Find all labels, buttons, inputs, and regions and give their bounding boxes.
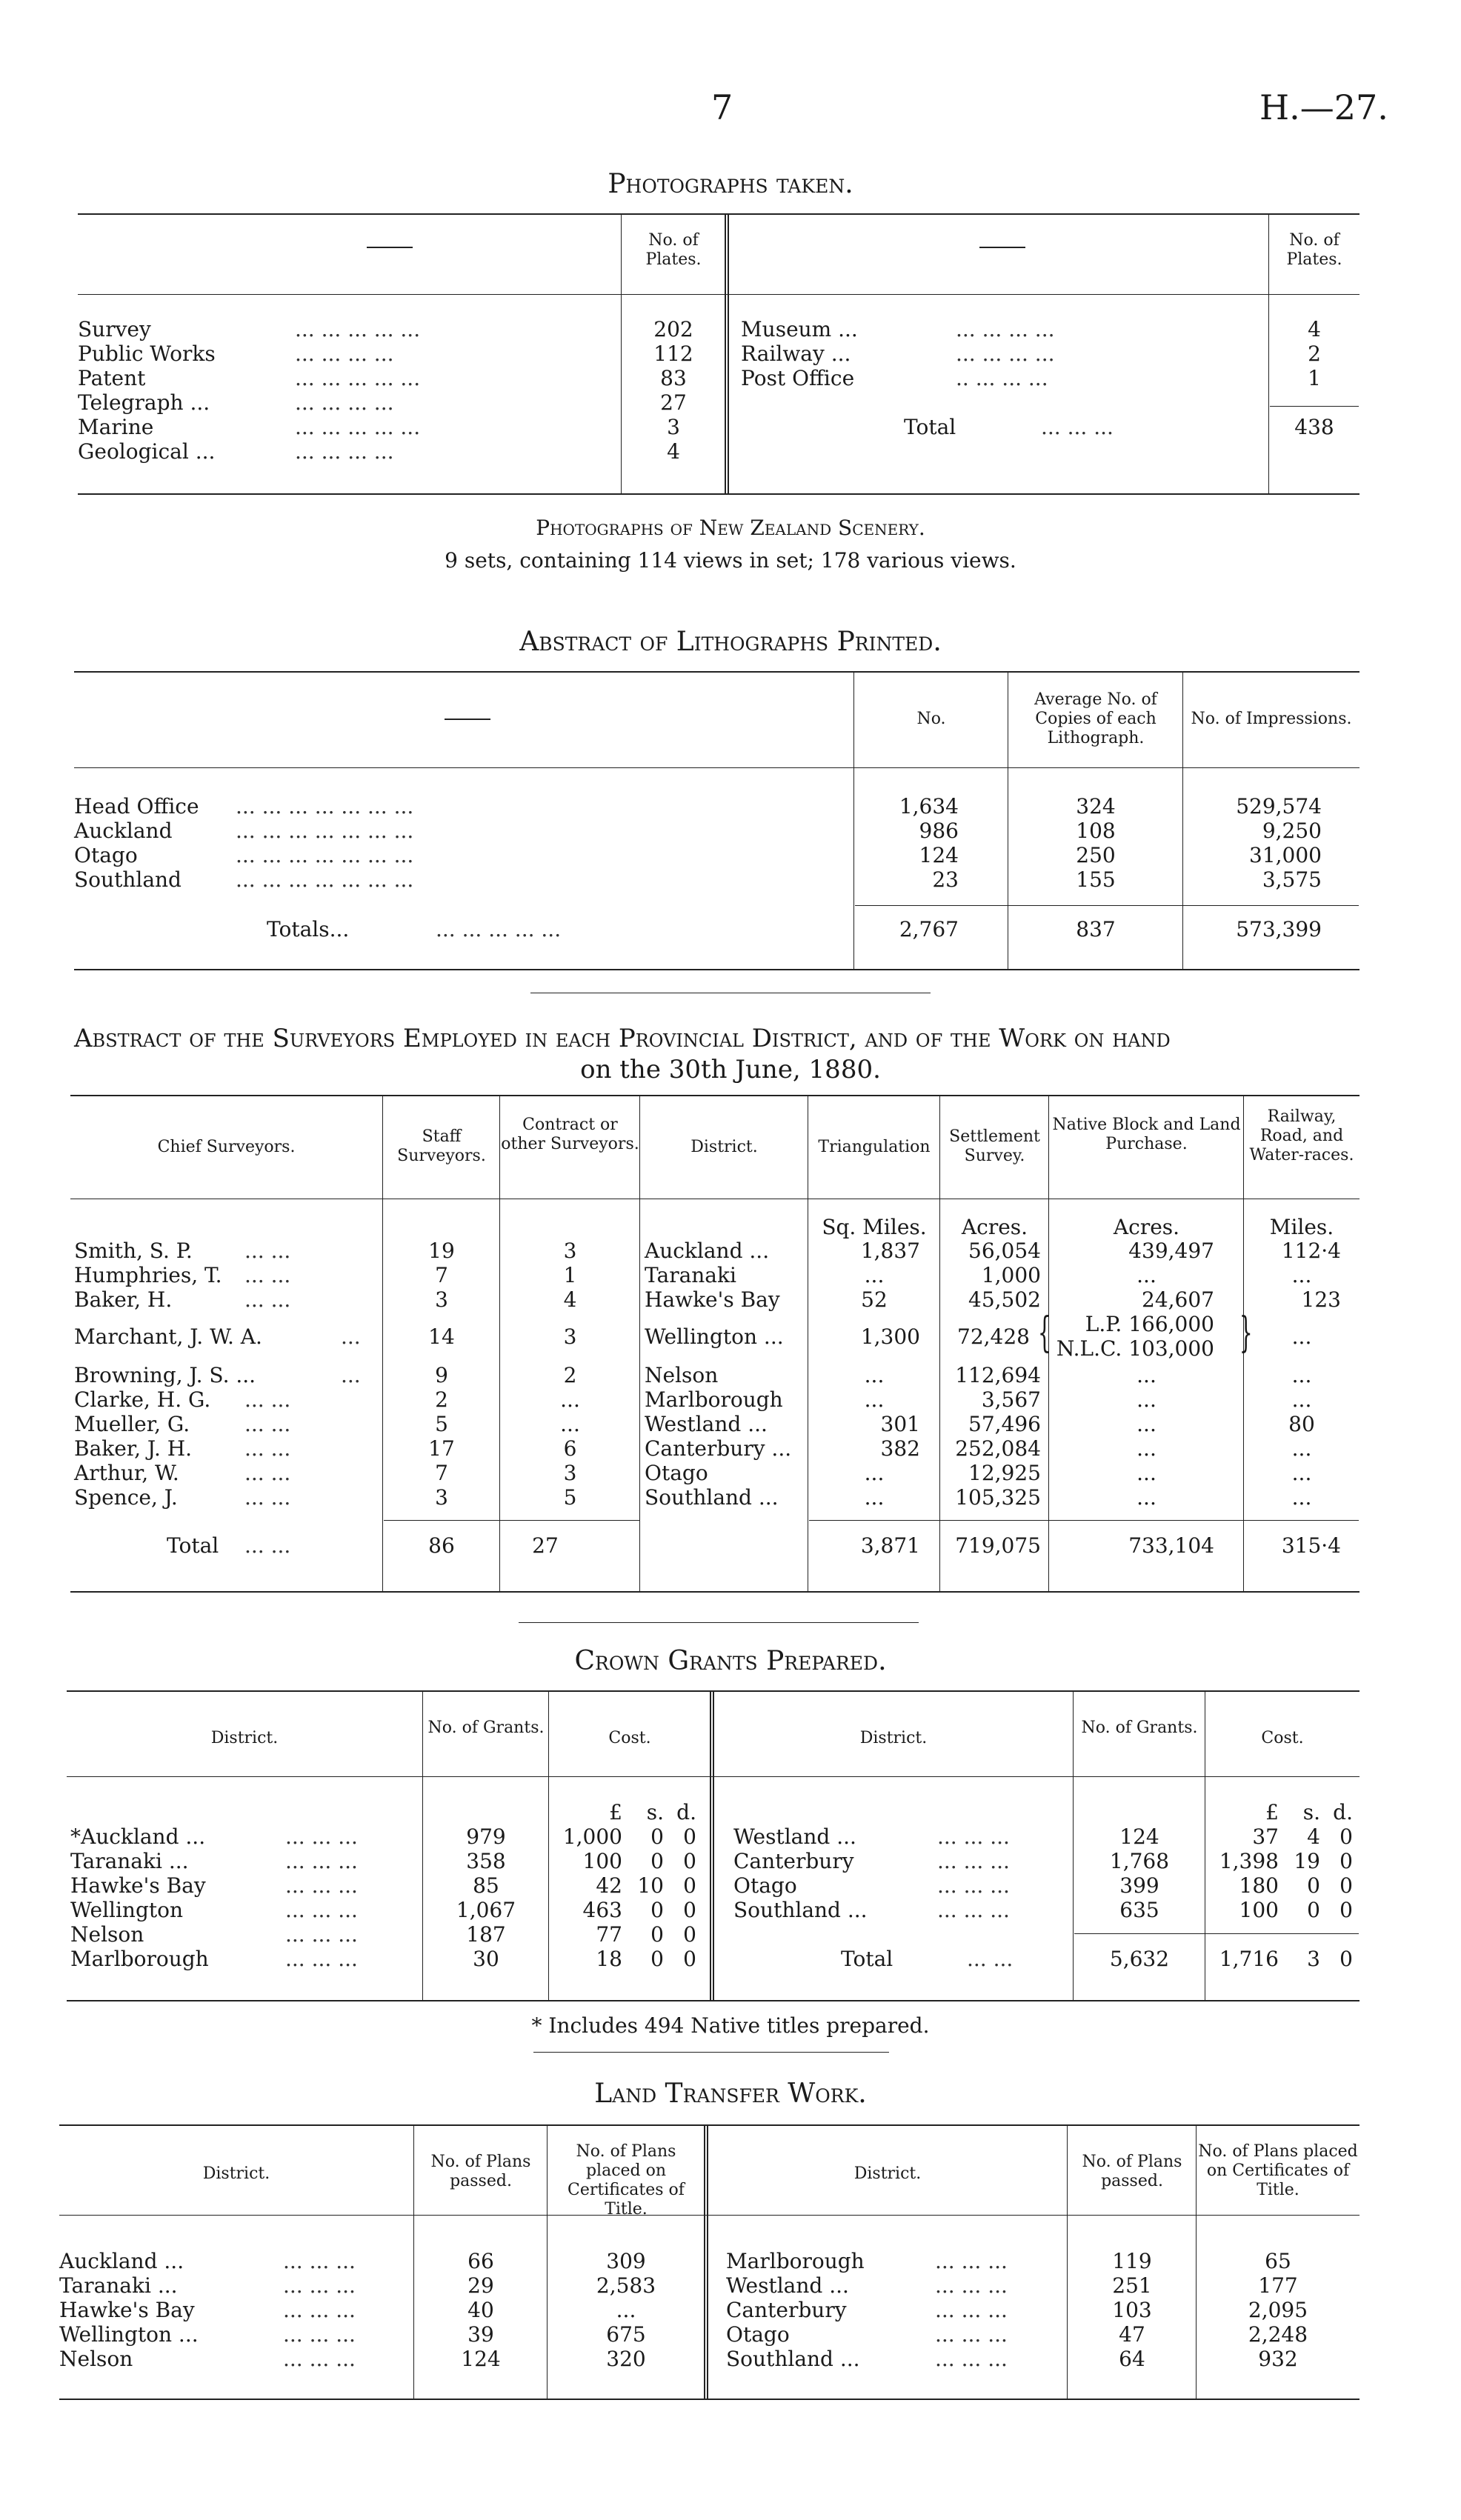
surveyors-col-chief: Chief Surveyors.: [157, 1138, 296, 1156]
surveyors-title-line2: on the 30th June, 1880.: [580, 1055, 881, 1084]
unit-miles: Miles.: [1269, 1215, 1334, 1239]
list-item: Marine: [78, 415, 154, 439]
land-transfer-col-placed-right: No. of Plans placed on Certificates of Title.: [1198, 2142, 1358, 2199]
land-transfer-col-placed: No. of Plans placed on Certificates of Title.: [568, 2142, 685, 2219]
crown-grants-title: Crown Grants Prepared.: [574, 1646, 887, 1676]
land-transfer-col-plans-right: No. of Plans passed.: [1082, 2153, 1182, 2190]
surveyors-col-district: District.: [690, 1138, 758, 1156]
list-item: Geological ...: [78, 439, 216, 464]
crown-grants-col-district-right: District.: [859, 1729, 928, 1747]
unit-acres: Acres.: [961, 1215, 1028, 1239]
lithographs-col-no: No.: [916, 710, 946, 728]
list-item: Public Works: [78, 341, 216, 366]
document-code: H.—27.: [1259, 87, 1388, 127]
list-item: Post Office: [741, 366, 855, 390]
lithographs-title: Abstract of Lithographs Printed.: [519, 627, 942, 657]
land-transfer-col-district-right: District.: [853, 2164, 922, 2183]
crown-grants-col-district: District.: [210, 1729, 279, 1747]
surveyors-title-line1: Abstract of the Surveyors Employed in each Provincial District, and of the Work on hand: [74, 1024, 1171, 1053]
surveyors-col-native: Native Block and Land Purchase.: [1052, 1116, 1241, 1153]
surveyors-col-triangulation: Triangulation: [818, 1138, 931, 1156]
nz-scenery-title: Photographs of New Zealand Scenery.: [536, 516, 925, 540]
lithographs-col-avg: Average No. of Copies of each Lithograph.: [1034, 690, 1157, 747]
list-item: Telegraph ...: [78, 390, 210, 415]
photographs-total-label: Total: [904, 415, 956, 439]
land-transfer-col-plans: No. of Plans passed.: [430, 2153, 531, 2190]
photographs-col-plates-left: No. of Plates.: [645, 231, 702, 269]
photographs-total-value: 438: [1294, 415, 1334, 439]
land-transfer-title: Land Transfer Work.: [594, 2079, 867, 2109]
surveyors-col-staff: Staff Surveyors.: [397, 1127, 486, 1165]
left-brace: {: [1037, 1309, 1051, 1357]
list-item: Survey: [78, 317, 151, 341]
crown-grants-col-grants: No. of Grants.: [427, 1719, 545, 1737]
photographs-title: Photographs taken.: [608, 169, 853, 199]
surveyors-col-contract: Contract or other Surveyors.: [501, 1116, 639, 1153]
crown-grants-col-grants-right: No. of Grants.: [1081, 1719, 1198, 1737]
crown-grants-footnote: * Includes 494 Native titles prepared.: [531, 2013, 930, 2038]
crown-grants-col-cost-right: Cost.: [1261, 1729, 1304, 1747]
photographs-col-plates-right: No. of Plates.: [1286, 231, 1342, 269]
unit-sq-miles: Sq. Miles.: [822, 1215, 927, 1239]
list-item: Railway ...: [741, 341, 851, 366]
crown-grants-col-cost: Cost.: [608, 1729, 651, 1747]
lithographs-col-impressions: No. of Impressions.: [1191, 710, 1352, 728]
surveyors-col-railway: Railway, Road, and Water-races.: [1249, 1107, 1354, 1164]
list-item: Museum ...: [741, 317, 858, 341]
right-brace: }: [1239, 1309, 1253, 1357]
list-item: Patent: [78, 366, 146, 390]
surveyors-col-settlement: Settlement Survey.: [949, 1127, 1040, 1165]
nz-scenery-text: 9 sets, containing 114 views in set; 178 various views.: [445, 548, 1016, 573]
land-transfer-col-district: District.: [202, 2164, 270, 2183]
unit-acres: Acres.: [1113, 1215, 1180, 1239]
page-number: 7: [711, 87, 733, 127]
